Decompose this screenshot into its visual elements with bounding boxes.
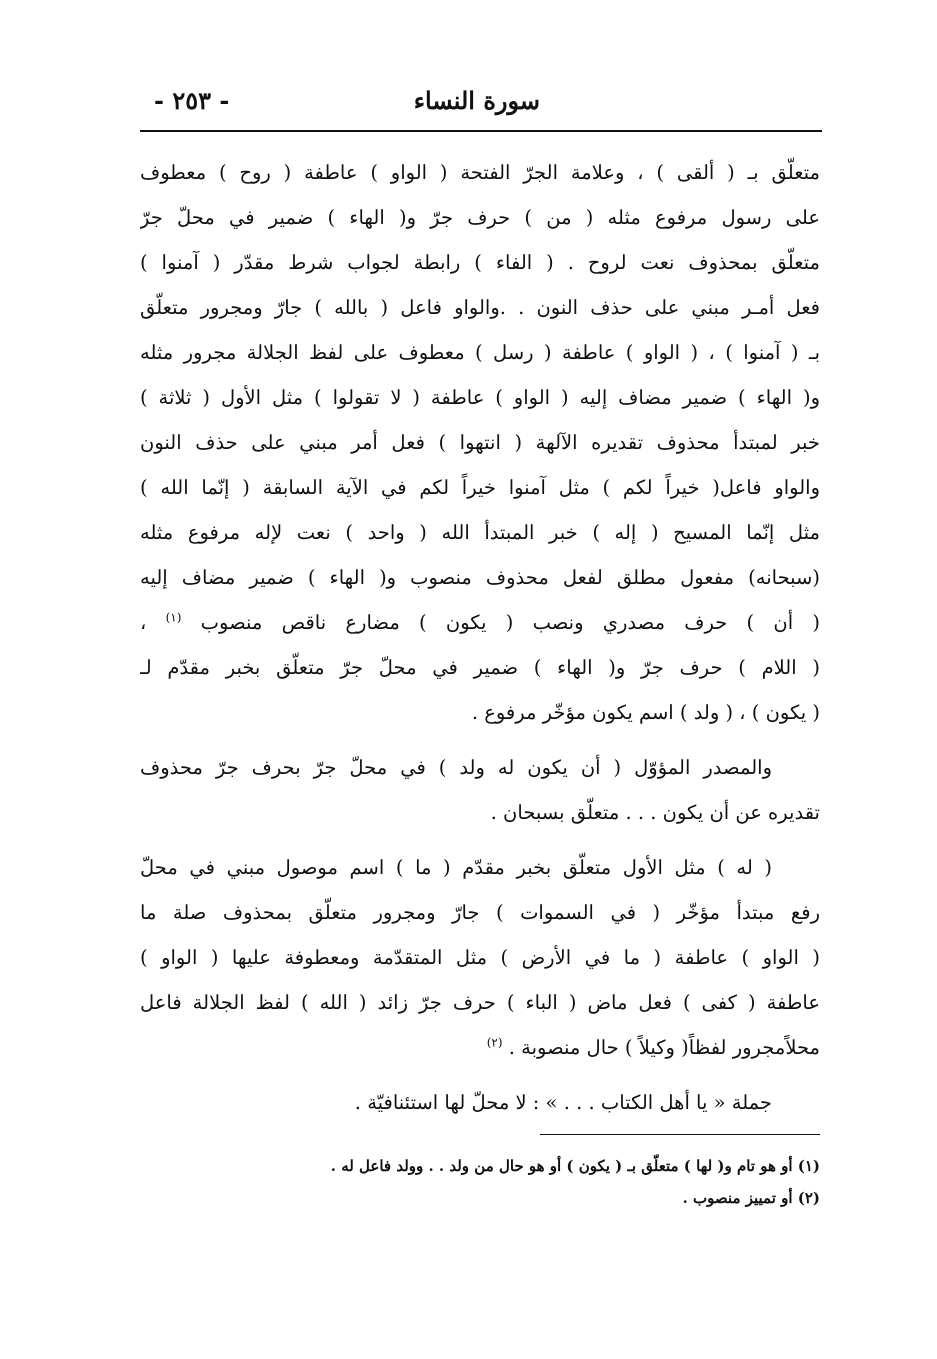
paragraph-gap: [140, 735, 820, 745]
text-line: ( الواو ) عاطفة ( ما في الأرض ) مثل المتقدّمة ومعطوفة عليها ( الواو ): [140, 946, 820, 969]
text-line: ( يكون ) ، ( ولد ) اسم يكون مؤخّر مرفوع .: [471, 701, 820, 724]
footnote-divider: [540, 1134, 820, 1135]
text-line: (سبحانه) مفعول مطلق لفعل محذوف منصوب و( الهاء ) ضمير مضاف إليه: [140, 566, 820, 589]
page-number: - ٢٥٣ -: [154, 86, 230, 115]
text-line: [140, 1025, 820, 1070]
text-line-tail: ،: [140, 611, 147, 634]
text-line: والمصدر المؤوّل ( أن يكون له ولد ) في محلّ جرّ بحرف جرّ محذوف: [140, 756, 772, 779]
text-line: متعلّق بـ ( ألقى ) ، وعلامة الجرّ الفتحة ( الواو ) عاطفة ( روح ) معطوف: [140, 161, 820, 184]
footnote-ref-1: (١): [165, 610, 182, 625]
footnotes: [140, 1150, 820, 1214]
text-line: متعلّق بمحذوف نعت لروح . ( الفاء ) رابطة لجواب شرط مقدّر ( آمنوا ): [140, 251, 820, 274]
text-line: عاطفة ( كفى ) فعل ماض ( الباء ) حرف جرّ زائد ( الله ) لفظ الجلالة فاعل: [140, 991, 820, 1014]
paragraph-2: [140, 745, 820, 835]
text-line: [140, 600, 820, 645]
surah-title: سورة النساء: [413, 86, 540, 115]
text-line: فعل أمـر مبني على حذف النون . .والواو فاعل ( بالله ) جارّ ومجرور متعلّق: [140, 296, 820, 319]
text-line: ( له ) مثل الأول متعلّق بخبر مقدّم ( ما ) اسم موصول مبني في محلّ: [140, 856, 772, 879]
paragraph-3: [140, 845, 820, 1070]
footnote-1: (١) أو هو تام و( لها ) متعلّق بـ ( يكون ) أو هو حال من ولد . . وولد فاعل له .: [330, 1157, 820, 1175]
text-line: خبر لمبتدأ محذوف تقديره الآلهة ( انتهوا ) فعل أمر مبني على حذف النون: [140, 431, 820, 454]
page-header: [140, 84, 820, 124]
text-line: على رسول مرفوع مثله ( من ) حرف جرّ و( الهاء ) ضمير في محلّ جرّ: [140, 206, 820, 229]
header-divider: [140, 130, 822, 132]
footnote-2: (٢) أو تمييز منصوب .: [682, 1189, 820, 1207]
text-line: جملة « يا أهل الكتاب . . . » : لا محلّ لها استئنافيّة .: [354, 1091, 772, 1114]
text-line: و( الهاء ) ضمير مضاف إليه ( الواو ) عاطفة ( لا تقولوا ) مثل الأول ( ثلاثة ): [140, 386, 820, 409]
text-line: تقديره عن أن يكون . . . متعلّق بسبحان .: [490, 801, 820, 824]
text-line-content: محلاًمجرور لفظاً( وكيلاً ) حال منصوبة .: [508, 1036, 820, 1059]
text-line: والواو فاعل( خيراً لكم ) مثل آمنوا خيراً لكم في الآية السابقة ( إنّما الله ): [140, 476, 820, 499]
footnote-ref-2: (٢): [486, 1035, 503, 1050]
paragraph-4: [140, 1080, 820, 1125]
text-line: رفع مبتدأ مؤخّر ( في السموات ) جارّ ومجرور متعلّق بمحذوف صلة ما: [140, 901, 820, 924]
body-text: [140, 150, 820, 1125]
text-line: مثل إنّما المسيح ( إله ) خبر المبتدأ الله ( واحد ) نعت لإله مرفوع مثله: [140, 521, 820, 544]
paragraph-gap: [140, 835, 820, 845]
paragraph-1: [140, 150, 820, 735]
text-line: ( اللام ) حرف جرّ و( الهاء ) ضمير في محلّ جرّ متعلّق بخبر مقدّم لـ: [140, 656, 820, 679]
paragraph-gap: [140, 1070, 820, 1080]
text-line-content: ( أن ) حرف مصدري ونصب ( يكون ) مضارع ناقص منصوب: [200, 611, 820, 634]
text-line: بـ ( آمنوا ) ، ( الواو ) عاطفة ( رسل ) معطوف على لفظ الجلالة مجرور مثله: [140, 341, 820, 364]
